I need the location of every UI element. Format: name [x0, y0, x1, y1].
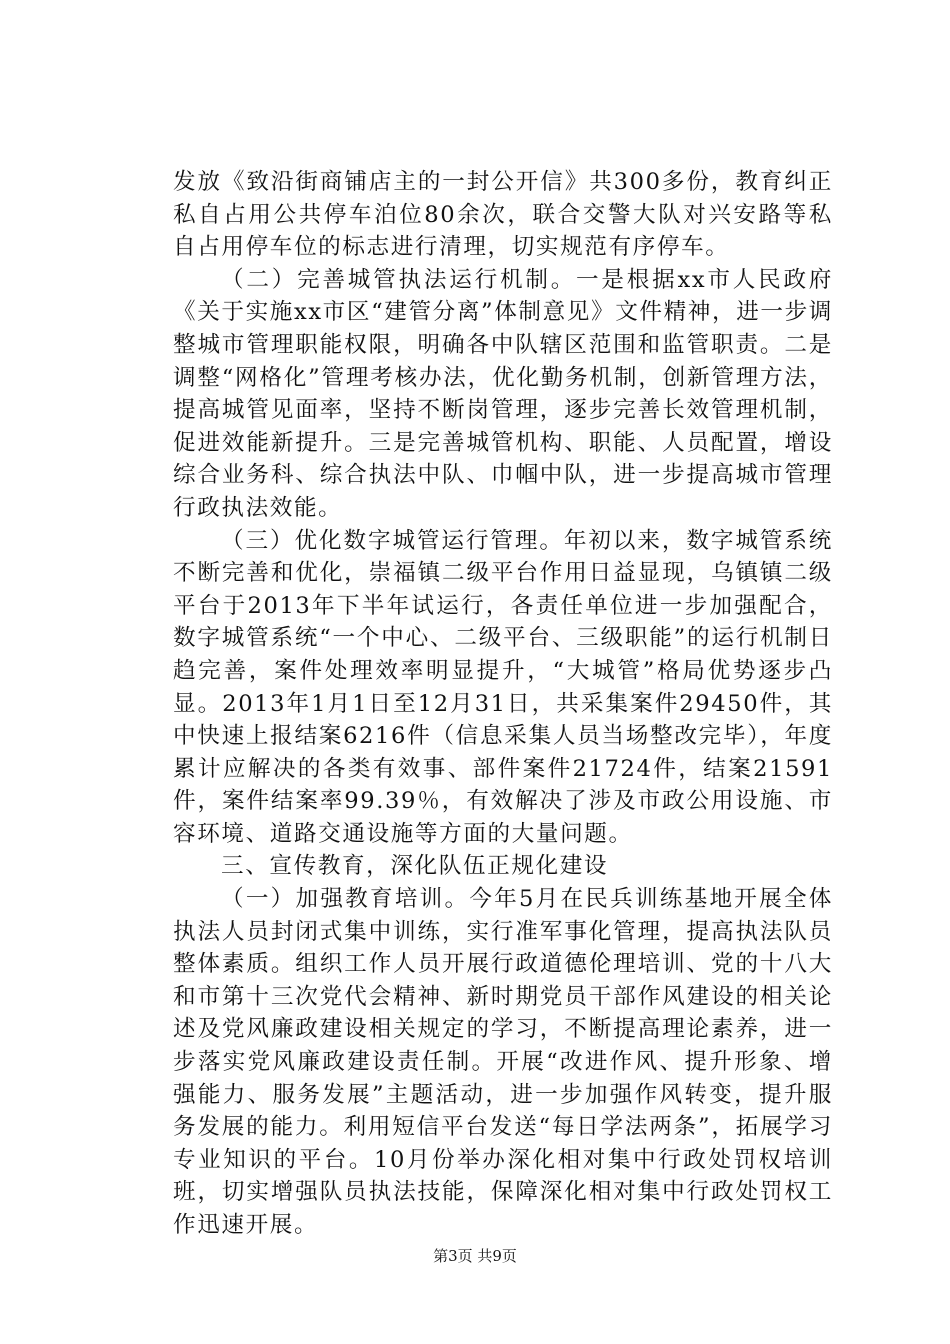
paragraph-campaign-letter: 发放《致沿街商铺店主的一封公开信》共300多份，教育纠正私自占用公共停车泊位80余次，联合交警大队对兴安路等私自占用停车位的标志进行清理，切实规范有序停车。: [173, 169, 833, 261]
paragraph-education-training: （一）加强教育培训。今年5月在民兵训练基地开展全体执法人员封闭式集中训练，实行准军事化管理，提高执法队员整体素质。组织工作人员开展行政道德伦理培训、党的十八大和市第十三次党代会精神、新时期党员干部作风建设的相关论述及党风廉政建设相关规定的学习，不断提高理论素养，进一步落实党风廉政建设责任制。开展“改进作风、提升形象、增强能力、服务发展”主题活动，进一步加强作风转变，提升服务发展的能力。利用短信平台发送“每日学法两条”，拓展学习专业知识的平台。10月份举办深化相对集中行政处罚权培训班，切实增强队员执法技能，保障深化相对集中行政处罚权工作迅速开展。: [173, 886, 833, 1238]
page-footer: 第3页 共9页: [433, 1247, 517, 1265]
document-body: [173, 166, 833, 1242]
section-heading-publicity-education: 三、宣传教育，深化队伍正规化建设: [221, 853, 609, 880]
paragraph-enforcement-mechanism: （二）完善城管执法运行机制。一是根据xx市人民政府《关于实施xx市区“建管分离”体制意见》文件精神，进一步调整城市管理职能权限，明确各中队辖区范围和监管职责。二是调整“网格化”管理考核办法，优化勤务机制，创新管理方法，提高城管见面率，坚持不断岗管理，逐步完善长效管理机制，促进效能新提升。三是完善城管机构、职能、人员配置，增设综合业务科、综合执法中队、巾帼中队，进一步提高城市管理行政执法效能。: [173, 266, 833, 521]
paragraph-digital-management: （三）优化数字城管运行管理。年初以来，数字城管系统不断完善和优化，崇福镇二级平台作用日益显现，乌镇镇二级平台于2013年下半年试运行，各责任单位进一步加强配合，数字城管系统“一个中心、二级平台、三级职能”的运行机制日趋完善，案件处理效率明显提升，“大城管”格局优势逐步凸显。2013年1月1日至12月31日，共采集案件29450件，其中快速上报结案6216件（信息采集人员当场整改完毕），年度累计应解决的各类有效事、部件案件21724件，结案21591件，案件结案率99.39％，有效解决了涉及市政公用设施、市容环境、道路交通设施等方面的大量问题。: [173, 527, 833, 847]
